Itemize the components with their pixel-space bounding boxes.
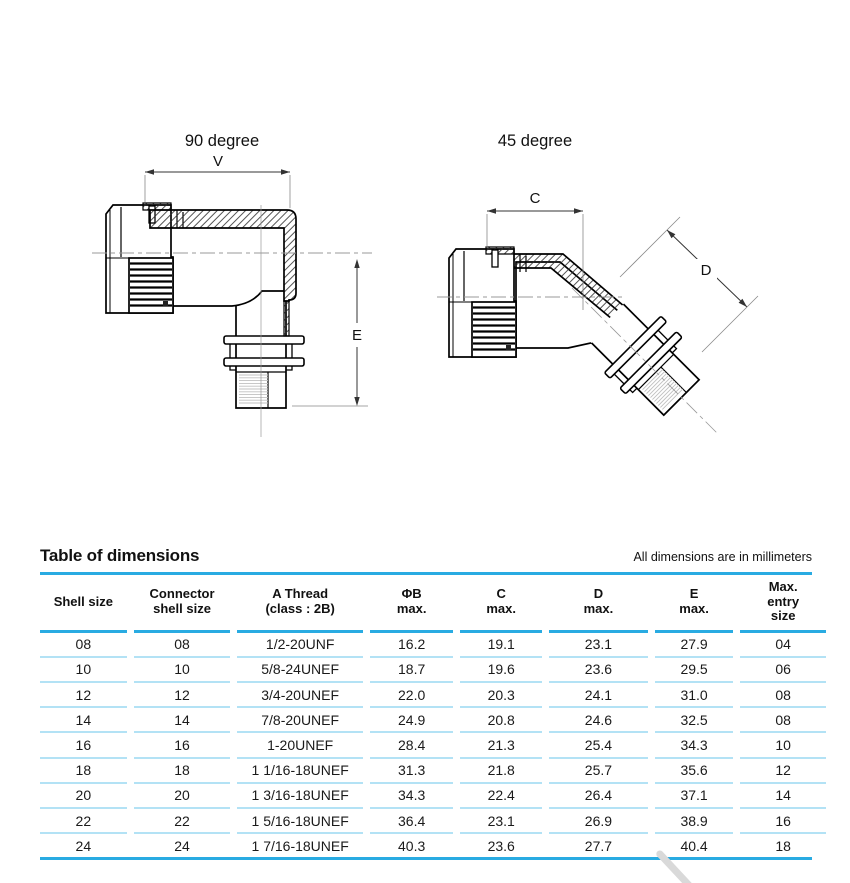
table-cell: 14	[40, 708, 127, 733]
table-cell: 40.4	[680, 837, 708, 854]
table-cell: 24.9	[370, 708, 454, 733]
table-cell: 1/2-20UNF	[237, 633, 362, 658]
table-cell: 20.8	[460, 708, 542, 733]
table-row	[40, 683, 826, 708]
table-cell: 26.9	[549, 809, 648, 834]
dimensions-table-section	[40, 546, 812, 860]
table-cell: 19.1	[460, 633, 542, 658]
dim-label-E: E	[351, 327, 363, 344]
table-cell: 34.3	[655, 733, 733, 758]
table-cell: 38.9	[655, 809, 733, 834]
units-note: All dimensions are in millimeters	[633, 550, 812, 564]
table-cell: 24.1	[549, 683, 648, 708]
table-cell: 20	[40, 784, 127, 809]
table-cell: 31.3	[370, 759, 454, 784]
table-cell: 23.6	[549, 658, 648, 683]
table-cell: 20	[134, 784, 231, 809]
table-cell: 08	[740, 683, 826, 708]
table-title: Table of dimensions	[40, 546, 200, 565]
table-cell: 16	[740, 809, 826, 834]
dim-label-C: C	[529, 190, 541, 207]
table-cell: 7/8-20UNEF	[237, 708, 362, 733]
column-header-2: A Thread (class : 2B)	[237, 575, 362, 633]
table-cell: 12	[40, 683, 127, 708]
table-row	[40, 733, 826, 758]
table-cell: 08	[740, 708, 826, 733]
table-cell: 36.4	[370, 809, 454, 834]
table-row	[40, 784, 826, 809]
table-cell: 34.3	[370, 784, 454, 809]
drawing-90-degree	[92, 132, 372, 437]
table-cell: 1 7/16-18UNEF	[251, 837, 349, 854]
drawing-45-degree	[437, 132, 758, 434]
table-bottom-rule	[40, 857, 812, 860]
table-cell: 1 5/16-18UNEF	[237, 809, 362, 834]
table-cell: 26.4	[549, 784, 648, 809]
table-cell: 5/8-24UNEF	[237, 658, 362, 683]
table-cell: 21.3	[460, 733, 542, 758]
column-header-6: E max.	[655, 575, 733, 633]
table-cell: 22	[134, 809, 231, 834]
table-cell: 22	[40, 809, 127, 834]
table-cell: 37.1	[655, 784, 733, 809]
column-header-4: C max.	[460, 575, 542, 633]
table-cell: 14	[740, 784, 826, 809]
centerline-axis-45	[572, 288, 718, 434]
table-cell: 24.6	[549, 708, 648, 733]
table-cell: 10	[740, 733, 826, 758]
table-cell: 1 1/16-18UNEF	[237, 759, 362, 784]
table-cell: 20.3	[460, 683, 542, 708]
dim-label-V: V	[212, 153, 224, 170]
table-cell: 23.6	[487, 837, 515, 854]
table-header-row	[40, 546, 812, 566]
table-cell: 14	[134, 708, 231, 733]
column-header-7: Max. entry size	[740, 575, 826, 633]
table-row	[40, 708, 826, 733]
table-row	[40, 633, 826, 658]
table-cell: 21.8	[460, 759, 542, 784]
table-row	[40, 834, 826, 857]
table-cell: 25.7	[549, 759, 648, 784]
table-cell: 27.7	[584, 837, 613, 854]
table-row	[40, 658, 826, 683]
table-cell: 16	[40, 733, 127, 758]
table-cell: 18	[40, 759, 127, 784]
table-cell: 16	[134, 733, 231, 758]
table-cell: 24	[174, 837, 190, 854]
table-cell: 18	[134, 759, 231, 784]
dimensions-table	[33, 575, 833, 857]
dim-label-D: D	[700, 262, 712, 279]
table-cell: 19.6	[460, 658, 542, 683]
table-cell: 16.2	[370, 633, 454, 658]
table-row	[40, 759, 826, 784]
table-cell: 28.4	[370, 733, 454, 758]
table-cell: 22.4	[460, 784, 542, 809]
table-cell: 08	[40, 633, 127, 658]
table-cell: 40.3	[398, 837, 426, 854]
table-cell: 12	[740, 759, 826, 784]
column-header-0: Shell size	[40, 575, 127, 633]
drawing-90-title: 90 degree	[184, 132, 260, 150]
table-cell: 18	[775, 837, 791, 854]
table-cell: 27.9	[655, 633, 733, 658]
table-cell: 04	[740, 633, 826, 658]
column-header-3: ΦB max.	[370, 575, 454, 633]
table-cell: 06	[740, 658, 826, 683]
table-cell: 3/4-20UNEF	[237, 683, 362, 708]
column-header-1: Connector shell size	[134, 575, 231, 633]
table-cell: 23.1	[460, 809, 542, 834]
table-cell: 1 3/16-18UNEF	[237, 784, 362, 809]
table-cell: 10	[40, 658, 127, 683]
table-cell: 1-20UNEF	[237, 733, 362, 758]
column-header-5: D max.	[549, 575, 648, 633]
table-cell: 25.4	[549, 733, 648, 758]
table-cell: 35.6	[655, 759, 733, 784]
table-cell: 24	[75, 837, 92, 854]
table-row	[40, 809, 826, 834]
table-cell: 08	[134, 633, 231, 658]
table-cell: 10	[134, 658, 231, 683]
table-cell: 31.0	[655, 683, 733, 708]
table-cell: 23.1	[549, 633, 648, 658]
table-cell: 18.7	[370, 658, 454, 683]
drawing-45-title: 45 degree	[497, 132, 573, 150]
table-cell: 32.5	[655, 708, 733, 733]
table-header	[40, 575, 826, 633]
table-cell: 29.5	[655, 658, 733, 683]
table-cell: 12	[134, 683, 231, 708]
table-cell: 22.0	[370, 683, 454, 708]
